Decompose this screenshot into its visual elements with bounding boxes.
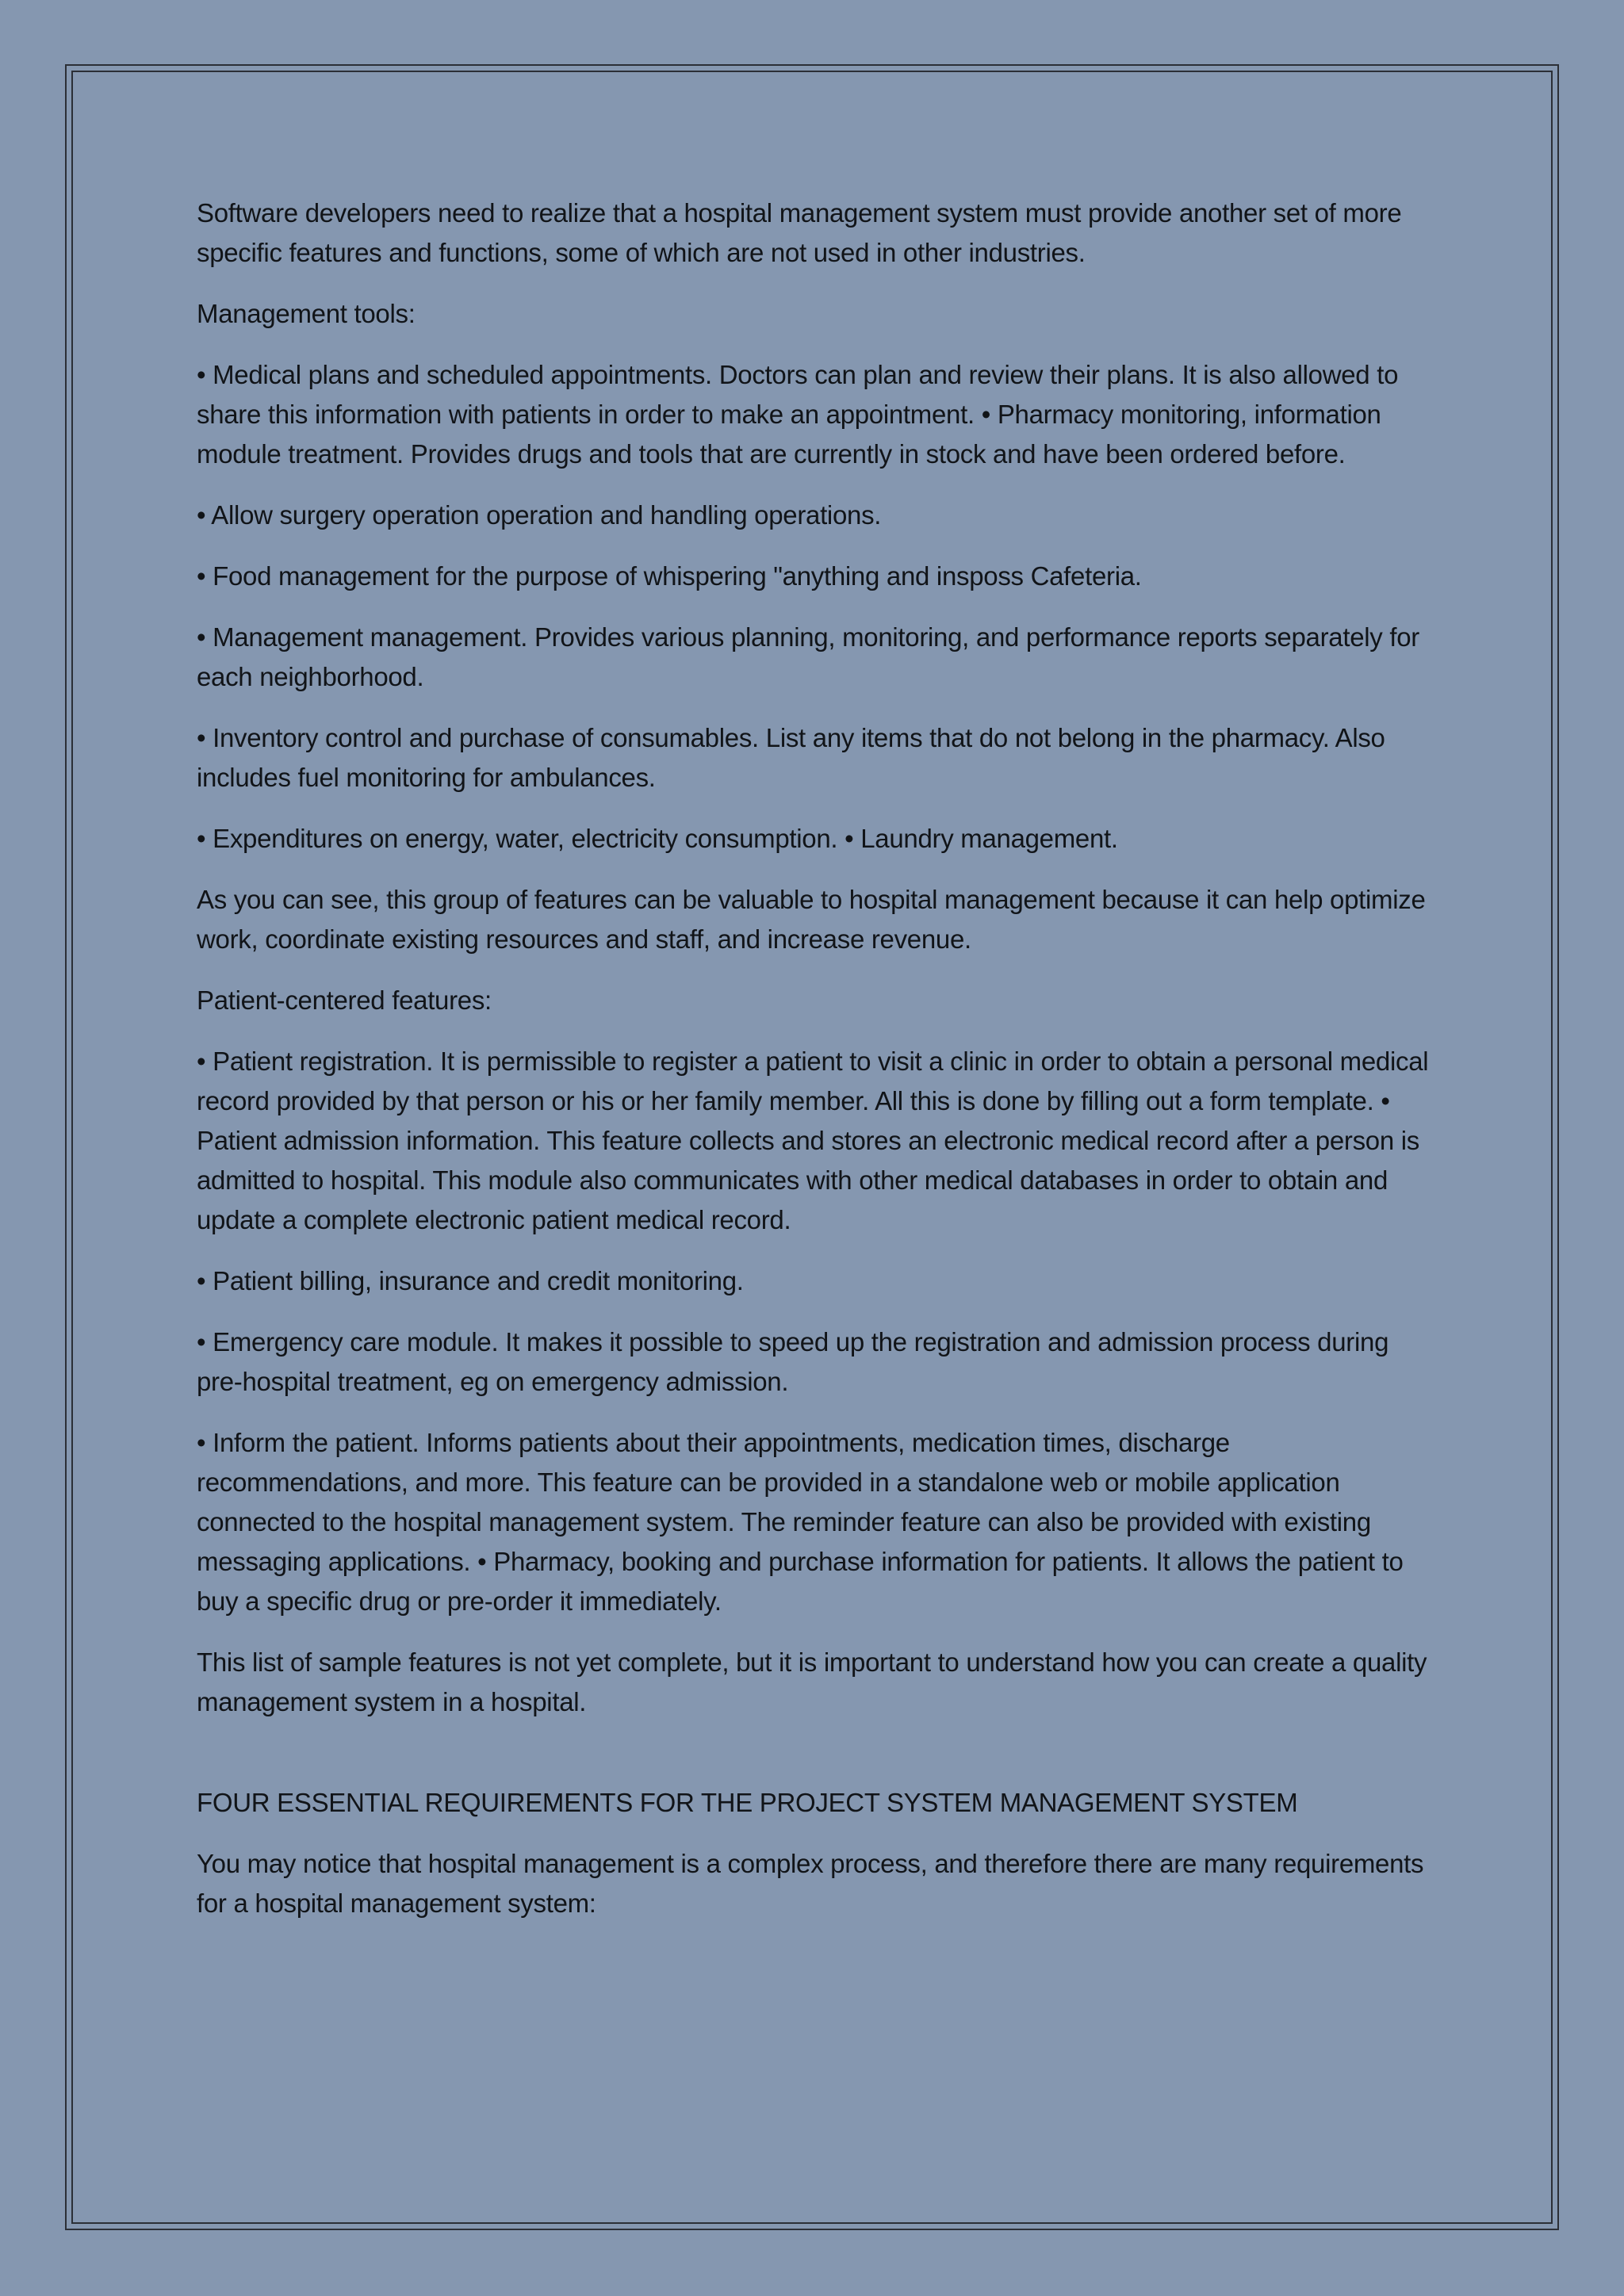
list-item-food-management: • Food management for the purpose of whispering "anything and insposs Cafeteria. (197, 561, 1142, 591)
document-body (197, 193, 1434, 1945)
paragraph-intro: Software developers need to realize that a hospital management system must provide another set of more specific features and functions, some of which are not used in other industries. (197, 198, 1402, 267)
list-item-management-reports: • Management management. Provides various planning, monitoring, and performance reports separately for each neighborhood. (197, 622, 1419, 691)
heading-management-tools: Management tools: (197, 299, 416, 328)
list-item-surgery: • Allow surgery operation operation and handling operations. (197, 500, 882, 530)
list-item-patient-billing: • Patient billing, insurance and credit monitoring. (197, 1266, 744, 1295)
paragraph-management-summary: As you can see, this group of features can be valuable to hospital management because it can help optimize work, coordinate existing resources and staff, and increase revenue. (197, 885, 1426, 954)
paragraph-requirements-intro: You may notice that hospital management is a complex process, and therefore there are many requirements for a hospital management system: (197, 1849, 1424, 1918)
list-item-inventory-control: • Inventory control and purchase of consumables. List any items that do not belong in the pharmacy. Also includes fuel monitoring for ambulances. (197, 723, 1385, 792)
heading-patient-features: Patient-centered features: (197, 985, 492, 1015)
section-heading: FOUR ESSENTIAL REQUIREMENTS FOR THE PROJECT SYSTEM MANAGEMENT SYSTEM (197, 1788, 1298, 1817)
list-item-inform-patient: • Inform the patient. Informs patients about their appointments, medication times, discharge recommendations, and more. This feature can be provided in a standalone web or mobile application connected to the hospital management system. The reminder feature can also be provided with existing messaging applications. • Pharmacy, booking and purchase information for patients. It allows the patient to buy a specific drug or pre-order it immediately. (197, 1428, 1404, 1616)
list-item-expenditures: • Expenditures on energy, water, electricity consumption. • Laundry management. (197, 824, 1118, 853)
list-item-emergency-care: • Emergency care module. It makes it possible to speed up the registration and admission process during pre-hospital treatment, eg on emergency admission. (197, 1327, 1389, 1396)
paragraph-features-summary: This list of sample features is not yet complete, but it is important to understand how you can create a quality management system in a hospital. (197, 1647, 1427, 1716)
section-spacer (197, 1743, 1434, 1783)
list-item-patient-registration: • Patient registration. It is permissible to register a patient to visit a clinic in order to obtain a personal medical record provided by that person or his or her family member. All this is done by filling out a form template. • Patient admission information. This feature collects and stores an electronic medical record after a person is admitted to hospital. This module also communicates with other medical databases in order to obtain and update a complete electronic patient medical record. (197, 1047, 1429, 1234)
list-item-medical-plans: • Medical plans and scheduled appointments. Doctors can plan and review their plans. It is also allowed to share this information with patients in order to make an appointment. • Pharmacy monitoring, information module treatment. Provides drugs and tools that are currently in stock and have been ordered before. (197, 360, 1399, 469)
